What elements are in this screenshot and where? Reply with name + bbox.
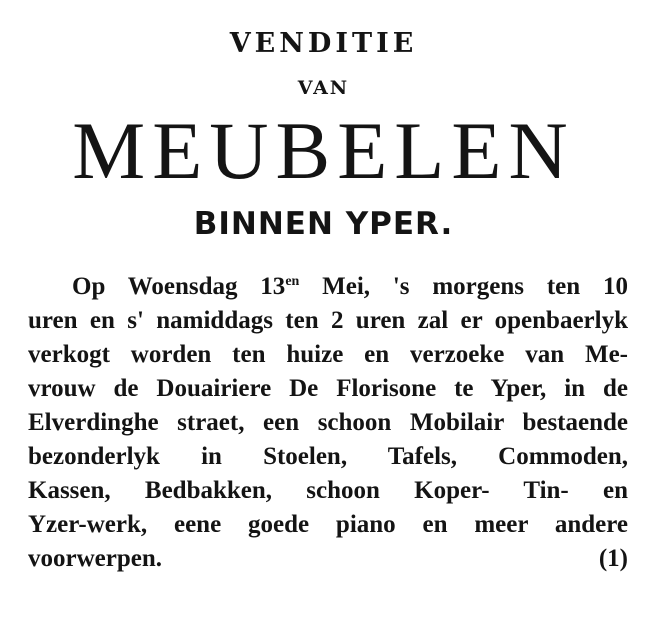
date-suffix: en	[285, 274, 300, 289]
body-line-4: vrouw de Douairiere De Florisone te Yper, in de	[28, 375, 628, 402]
footnote-mark: (1)	[598, 545, 628, 572]
body-line-1-start: Op Woensdag 13	[72, 273, 286, 300]
heading-venditie: VENDITIE	[229, 28, 418, 59]
heading-binnen-yper: BINNEN YPER.	[193, 206, 454, 242]
body-line-3: verkogt worden ten huize en verzoeke van Me-	[28, 341, 628, 368]
body-line-5: Elverdinghe straet, een schoon Mobilair bestaende	[28, 409, 628, 436]
heading-van: VAN	[297, 77, 350, 99]
body-line-7: Kassen, Bedbakken, schoon Koper- Tin- en	[28, 477, 628, 504]
body-line-2: uren en s' namiddags ten 2 uren zal er openbaerlyk	[28, 307, 628, 334]
body-line-1-end: Mei, 's morgens ten 10	[299, 273, 628, 300]
heading-meubelen: MEUBELEN	[72, 105, 575, 196]
body-line-6: bezonderlyk in Stoelen, Tafels, Commoden,	[28, 443, 628, 470]
body-line-8: Yzer-werk, eene goede piano en meer andere	[28, 511, 628, 538]
body-line-1	[72, 270, 628, 304]
body-line-9	[28, 542, 628, 576]
body-line-9-text: voorwerpen.	[28, 545, 162, 572]
